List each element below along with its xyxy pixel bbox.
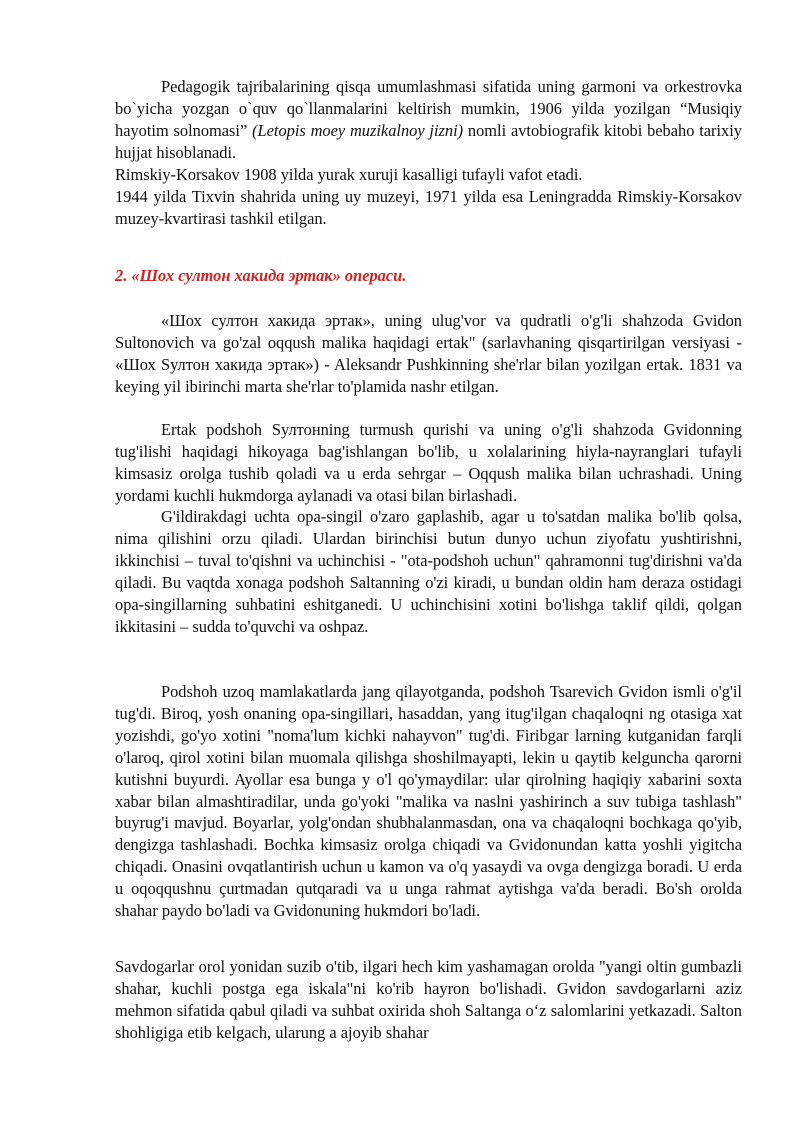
death-line: Rimskiy-Korsakov 1908 yilda yurak xuruji kasalligi tufayli vafot etadi. xyxy=(115,165,583,184)
section-heading: 2. «Шох султон хакида эртак» операси. xyxy=(115,266,407,285)
paragraph-3: G'ildirakdagi uchta opa-singil o'zaro gaplashib, agar u to'satdan malika bo'lib qolsa, nima qilishini orzu qiladi. Ulardan birinchisi butun dunyo uchun ziyofatu yushtirishni, ikkinchisi – tuval to'qishni va uchinchisi - "ota-podshoh uchun" qahramonni tug'dirishni va'da qiladi. Bu vaqtda xonaga podshoh Saltanning o'zi kiradi, u bundan oldin ham deraza ostidagi opa-singillarning suhbatini eshitganedi. U uchinchisini xotini bo'lishga taklif qildi, qolgan ikkitasini – sudda to'quvchi va oshpaz. xyxy=(115,507,742,636)
paragraph-2: Ertak podshoh Sултонning turmush qurishi va uning o'g'li shahzoda Gvidonning tug'ilishi haqidagi hikoyaga bag'ishlangan bo'lib, u xolalarining hiyla-nayranglari tufayli kimsasiz orolga tushib qoladi va u erda sehrgar – Oqqush malika bilan uchrashadi. Uning yordami kuchli hukmdorga aylanadi va otasi bilan birlashadi. xyxy=(115,420,742,505)
intro-italic-title: (Letopis moey muzikalnoy jizni) xyxy=(252,120,464,140)
paragraph-4: Podshoh uzoq mamlakatlarda jang qilayotganda, podshoh Tsarevich Gvidon ismli o'g'il tug'di. Biroq, yosh onaning opa-singillari, hasaddan, yang itug'ilgan chaqaloqni ng otasiga xat yozishdi, go'yo xotini "noma'lum kichki nahayvon" tug'di. Firibgar larning kutganidan farqli o'laroq, qirol xotini bilan muomala qilishga shoshilmayapti, lekin u qaytib kelguncha qarorni kutishni buyurdi. Ayollar esa bunga y o'l qo'ymaydilar: ular qirolning haqiqiy xabarini soxta xabar bilan almashtiradilar, unda go'yoki "malika va naslni yashirinch a suv tubiga tashlash" buyrug'i mavjud. Boyarlar, yolg'ondan shubhalanmasdan, ona va chaqaloqni bochkaga qo'yib, dengizga tashlashadi. Bochka kimsasiz orolga chiqadi va Gvidonundan katta yoshli yigitcha chiqadi. Onasini ovqatlantirish uchun u kamon va o'q yasaydi va ovga dengizga boradi. U erda u oqoqqushnu çurtmadan qutqaradi va u unga rahmat aytishga va'da beradi. Bo'sh orolda shahar paydo bo'ladi va Gvidonuning hukmdori bo'ladi. xyxy=(115,682,742,921)
intro-text-after: nomli avtobiografik kitobi bebaho tarixiy hujjat hisoblanadi. xyxy=(115,120,742,162)
paragraph-5: Savdogarlar orol yonidan suzib o'tib, ilgari hech kim yashamagan orolda "yangi oltin gumbazli shahar, kuchli postga ega iskala"ni ko'rib hayron bo'lishadi. Gvidon savdogarlarni aziz mehmon sifatida qabul qiladi va suhbat oxirida shoh Saltanga o‘z salomlarini yetkazadi. Salton shohligiga etib kelgach, ularung a ajoyib shahar xyxy=(115,957,742,1042)
museum-paragraph: 1944 yilda Tixvin shahrida uning uy muzeyi, 1971 yilda esa Leningradda Rimskiy-Korsakov muzey-kvartirasi tashkil etilgan. xyxy=(115,187,742,228)
intro-text-before: Pedagogik tajribalarining qisqa umumlashmasi sifatida uning garmoni va orkestrovka bo`yicha yozgan o`quv qo`llanmalarini keltirish mumkin, 1906 yilda yozilgan “Musiqiy hayotim solnomasi” xyxy=(115,77,742,140)
paragraph-1: «Шох султон хакида эртак», uning ulug'vor va qudratli o'g'li shahzoda Gvidon Sultonovich va go'zal oqqush malika haqidagi ertak" (sarlavhaning qisqartirilgan versiyasi - «Шох Sултон хакида эртак») - Aleksandr Pushkinning she'rlar bilan yozilgan ertak. 1831 va keying yil ibirinchi marta she'rlar to'plamida nashr etilgan. xyxy=(115,311,742,396)
intro-paragraph xyxy=(115,76,742,164)
